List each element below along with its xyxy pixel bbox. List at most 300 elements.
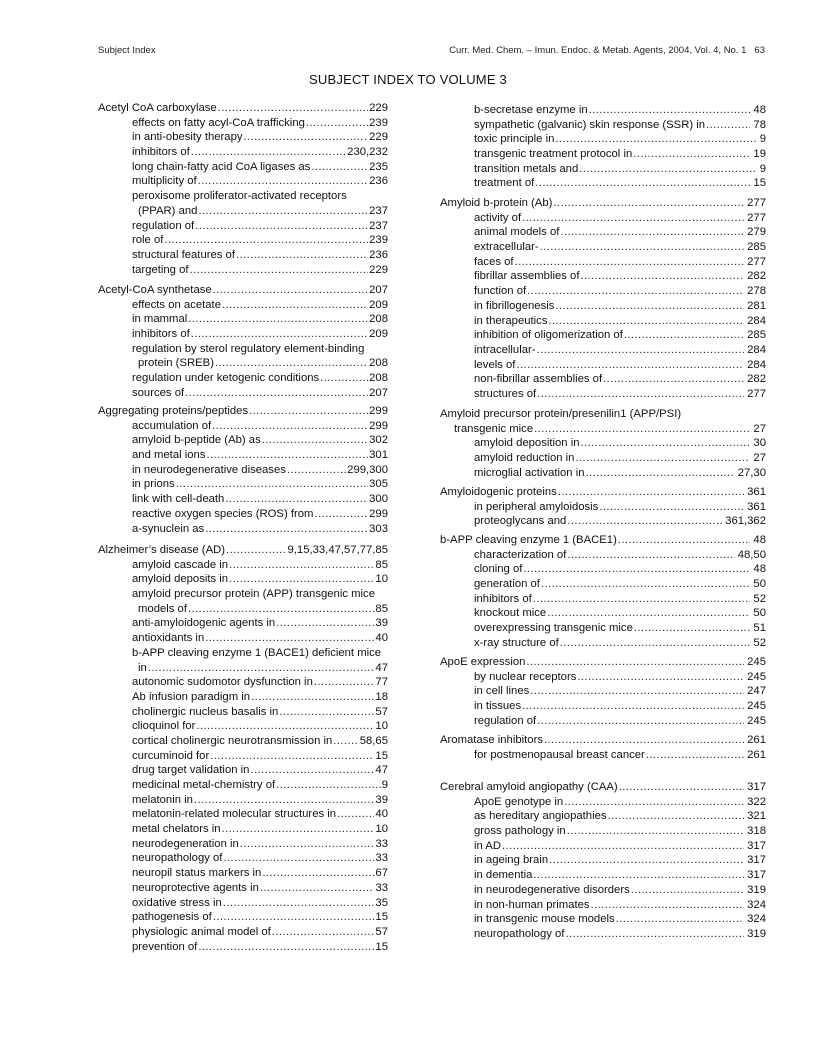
dot-leader — [314, 507, 368, 522]
index-subentry — [440, 132, 766, 147]
dot-leader — [337, 807, 374, 822]
page-reference: 52 — [750, 592, 766, 607]
index-subentry-text: in peripheral amyloidosis — [474, 500, 599, 513]
page-reference: 317 — [744, 780, 766, 795]
index-subentry-text: link with cell-death — [132, 493, 225, 506]
dot-leader — [502, 839, 744, 854]
index-subentry-text: transition metals and — [474, 162, 579, 175]
index-subentry — [98, 896, 388, 911]
index-subentry — [440, 621, 766, 636]
index-subentry — [440, 748, 766, 763]
dot-leader — [553, 196, 744, 211]
page-reference: 15 — [750, 176, 766, 191]
page-reference: 229 — [369, 131, 388, 144]
index-subentry-text: in cell lines — [474, 685, 530, 698]
dot-leader — [537, 387, 744, 402]
page-reference: 361,362 — [722, 514, 766, 529]
index-subentry-text: role of — [132, 234, 164, 247]
dot-leader — [549, 853, 744, 868]
index-subentry — [440, 684, 766, 699]
index-term-text: Amyloidogenic proteins — [440, 486, 557, 498]
page-reference: 33 — [375, 852, 388, 865]
dot-leader — [567, 548, 734, 563]
index-subentry — [98, 631, 388, 646]
page-reference: 317 — [744, 839, 766, 854]
index-subentry-text: by nuclear receptors — [474, 670, 577, 683]
index-subentry-text: regulation of — [474, 714, 537, 727]
index-term-text: Amyloid precursor protein/presenilin1 (APP/PSI) — [440, 408, 682, 420]
dot-leader — [188, 602, 374, 617]
index-subentry-text: in mammal — [132, 313, 188, 326]
dot-leader — [306, 116, 368, 131]
dot-leader — [240, 837, 375, 852]
index-entry — [440, 655, 766, 728]
index-subentry-text: structures of — [474, 387, 537, 400]
index-subentry-text: in transgenic mouse models — [474, 913, 615, 926]
page-reference: 247 — [744, 684, 766, 699]
index-term — [440, 407, 766, 422]
dot-leader — [522, 699, 744, 714]
index-term — [98, 283, 388, 298]
page-reference: 47 — [375, 661, 388, 674]
dot-leader — [544, 733, 744, 748]
page-reference: 245 — [744, 699, 766, 714]
page-reference: 207 — [369, 284, 388, 296]
page-number: 63 — [754, 45, 765, 56]
dot-leader — [272, 925, 375, 940]
index-subentry-continuation — [98, 661, 388, 676]
dot-leader — [311, 160, 368, 175]
index-subentry-text: transgenic treatment protocol in — [474, 148, 633, 161]
dot-leader — [560, 636, 751, 651]
index-subentry — [98, 881, 388, 896]
index-subentry-text: b-secretase enzyme in — [474, 104, 588, 116]
index-subentry — [98, 507, 388, 522]
index-term — [440, 655, 766, 670]
index-entry — [440, 196, 766, 402]
index-entry — [440, 780, 766, 942]
dot-leader — [533, 592, 751, 607]
index-term — [98, 404, 388, 419]
page-reference: 33 — [375, 881, 388, 894]
journal-citation: Curr. Med. Chem. – Imun. Endoc. & Metab. Agents, 2004, Vol. 4, No. 1 — [449, 45, 747, 56]
index-subentry-text: accumulation of — [132, 419, 212, 432]
page-reference: 319 — [744, 927, 766, 942]
page-reference: 48,50 — [735, 548, 766, 563]
page-reference: 10 — [375, 573, 388, 586]
dot-leader — [222, 822, 375, 837]
page-reference: 305 — [369, 478, 388, 491]
page-reference: 30 — [750, 436, 766, 451]
index-subentry — [440, 514, 766, 529]
dot-leader — [581, 436, 751, 451]
page-reference: 281 — [744, 299, 766, 314]
dot-leader — [586, 466, 735, 481]
index-subentry-text: reactive oxygen species (ROS) from — [132, 507, 314, 520]
page-reference: 299 — [369, 419, 388, 432]
page-reference: 277 — [744, 211, 766, 226]
dot-leader — [210, 749, 374, 764]
index-term — [440, 733, 766, 748]
index-subentry — [98, 866, 388, 881]
index-subentry-text: microglial activation in — [474, 466, 585, 479]
dot-leader — [185, 386, 368, 401]
dot-leader — [148, 661, 375, 676]
index-subentry-text: a-synuclein as — [132, 522, 205, 535]
index-subentry — [98, 910, 388, 925]
index-subentry — [440, 358, 766, 373]
dot-leader — [706, 118, 750, 133]
index-subentry-text: generation of — [474, 578, 540, 591]
page-reference: 318 — [744, 824, 766, 839]
index-subentry-text: inhibitors of — [474, 592, 532, 605]
page-reference: 19 — [750, 147, 766, 162]
dot-leader — [236, 248, 368, 263]
index-subentry — [98, 298, 388, 313]
dot-leader — [276, 616, 374, 631]
index-subentry-text: anti-amyloidogenic agents in — [132, 617, 276, 630]
index-subentry — [440, 883, 766, 898]
dot-leader — [567, 824, 744, 839]
page-reference: 208 — [369, 357, 388, 370]
index-subentry-continuation — [98, 602, 388, 617]
page-reference: 237 — [369, 219, 388, 232]
index-subentry — [98, 160, 388, 175]
page-reference: 317 — [744, 868, 766, 883]
dot-leader — [540, 240, 744, 255]
page-reference: 209 — [369, 298, 388, 311]
dot-leader — [250, 763, 374, 778]
page-reference: 245 — [744, 714, 766, 729]
page-reference: 15 — [375, 749, 388, 762]
index-entry — [98, 283, 388, 401]
index-term-text: Aggregating proteins/peptides — [98, 405, 249, 417]
page-reference: 78 — [750, 118, 766, 133]
page-reference: 324 — [744, 912, 766, 927]
index-subentry — [440, 824, 766, 839]
page-reference: 40 — [375, 632, 388, 645]
index-term-text: Alzheimer’s disease (AD) — [98, 544, 226, 556]
index-subentry — [98, 851, 388, 866]
index-term-text: Amyloid b-protein (Ab) — [440, 197, 553, 209]
page-reference: 239 — [369, 234, 388, 247]
index-subentry — [440, 548, 766, 563]
dot-leader — [262, 433, 368, 448]
page-reference: 27 — [750, 422, 766, 437]
page-reference: 282 — [744, 372, 766, 387]
page-reference: 27,30 — [735, 466, 766, 481]
dot-leader — [215, 356, 368, 371]
dot-leader — [575, 451, 750, 466]
dot-leader — [530, 684, 744, 699]
page-reference: 299 — [369, 507, 388, 520]
index-term-continuation-text: transgenic mice — [454, 422, 534, 435]
index-subentry-text: animal models of — [474, 226, 560, 239]
dot-leader — [537, 714, 744, 729]
index-subentry — [440, 927, 766, 942]
index-subentry — [440, 343, 766, 358]
index-subentry — [98, 371, 388, 386]
index-subentry — [440, 592, 766, 607]
page-reference: 279 — [744, 225, 766, 240]
index-subentry — [98, 646, 388, 661]
index-subentry-text: activity of — [474, 211, 522, 224]
index-subentry-text: amyloid b-peptide (Ab) as — [132, 434, 261, 447]
page-reference: 301 — [369, 449, 388, 462]
index-subentry-text: inhibitors of — [132, 146, 190, 159]
index-subentry-text: in fibrillogenesis — [474, 299, 555, 312]
index-subentry — [440, 387, 766, 402]
index-subentry-text: neuroprotective agents in — [132, 881, 259, 894]
index-subentry — [98, 477, 388, 492]
index-subentry-text: fibrillar assemblies of — [474, 270, 580, 283]
dot-leader — [333, 734, 358, 749]
dot-leader — [223, 896, 375, 911]
index-subentry-text: ApoE genotype in — [474, 795, 564, 808]
index-subentry-text: amyloid deposition in — [474, 437, 580, 450]
page-reference: 229 — [369, 102, 388, 114]
index-subentry-text: overexpressing transgenic mice — [474, 622, 633, 635]
index-term-text: Acetyl CoA carboxylase — [98, 102, 217, 114]
dot-leader — [206, 448, 368, 463]
dot-leader — [198, 174, 368, 189]
dot-leader — [260, 881, 375, 896]
index-subentry-text: melatonin in — [132, 793, 193, 806]
index-subentry-text: as hereditary angiopathies — [474, 810, 607, 823]
index-subentry-continuation-text: protein (SREB) — [138, 357, 214, 370]
index-subentry — [98, 807, 388, 822]
page-reference: 48 — [750, 562, 766, 577]
dot-leader — [603, 372, 744, 387]
index-subentry — [440, 147, 766, 162]
page-reference: 361 — [744, 500, 766, 515]
page-reference: 277 — [744, 255, 766, 270]
dot-leader — [287, 463, 346, 478]
dot-leader — [547, 606, 750, 621]
index-subentry — [440, 868, 766, 883]
index-subentry-text: medicinal metal-chemistry of — [132, 779, 276, 791]
dot-leader — [320, 371, 368, 386]
index-subentry — [440, 118, 766, 133]
dot-leader — [205, 522, 368, 537]
page-reference: 319 — [744, 883, 766, 898]
dot-leader — [541, 577, 750, 592]
page-reference: 285 — [744, 328, 766, 343]
index-subentry — [440, 839, 766, 854]
index-subentry — [98, 463, 388, 478]
index-subentry — [98, 327, 388, 342]
page-reference: 48 — [750, 533, 766, 548]
index-entry — [440, 103, 766, 191]
index-subentry-text: in anti-obesity therapy — [132, 131, 243, 144]
page-reference: 303 — [369, 522, 388, 535]
page-title: SUBJECT INDEX TO VOLUME 3 — [309, 72, 507, 87]
page-reference: 285 — [744, 240, 766, 255]
index-subentry — [440, 299, 766, 314]
dot-leader — [619, 780, 744, 795]
index-subentry — [440, 211, 766, 226]
dot-leader — [646, 748, 744, 763]
page-reference: 57 — [375, 925, 388, 938]
index-subentry-text: in neurodegenerative diseases — [132, 463, 286, 476]
index-subentry — [98, 822, 388, 837]
page-reference: 278 — [744, 284, 766, 299]
index-subentry — [98, 587, 388, 602]
dot-leader — [580, 269, 744, 284]
index-subentry-text: amyloid precursor protein (APP) transgenic mice — [132, 588, 375, 601]
index-subentry-continuation — [98, 356, 388, 371]
page-reference: 236 — [369, 248, 388, 261]
index-subentry — [440, 451, 766, 466]
index-subentry-text: multiplicity of — [132, 175, 197, 188]
dot-leader — [191, 327, 368, 342]
index-subentry — [98, 386, 388, 401]
index-subentry-text: autonomic sudomotor dysfunction in — [132, 676, 313, 689]
index-subentry-text: regulation under ketogenic conditions — [132, 372, 320, 385]
index-entry — [440, 485, 766, 529]
index-subentry — [440, 176, 766, 191]
index-subentry — [98, 248, 388, 263]
index-term-text: Acetyl-CoA synthetase — [98, 284, 212, 296]
index-subentry — [98, 174, 388, 189]
index-subentry — [98, 448, 388, 463]
index-subentry-text: in therapeutics — [474, 314, 548, 327]
index-entry — [98, 101, 388, 277]
index-subentry — [98, 263, 388, 278]
index-subentry-text: clioquinol for — [132, 720, 196, 733]
index-subentry-text: inhibition of oligomerization of — [474, 329, 623, 342]
dot-leader — [555, 299, 744, 314]
dot-leader — [218, 101, 368, 116]
page-reference: 10 — [375, 823, 388, 836]
dot-leader — [555, 132, 756, 147]
page-reference: 277 — [744, 196, 766, 211]
index-subentry-text: in prions — [132, 478, 175, 491]
index-subentry — [440, 328, 766, 343]
page-reference: 300 — [369, 493, 388, 506]
index-subentry — [440, 314, 766, 329]
page-reference: 35 — [375, 896, 388, 909]
index-subentry-text: neuropathology of — [132, 852, 223, 865]
page-header-right — [449, 45, 765, 56]
index-subentry-text: metal chelators in — [132, 823, 221, 836]
index-subentry-text: in ageing brain — [474, 854, 549, 867]
index-subentry — [98, 342, 388, 357]
index-subentry — [98, 189, 388, 204]
page-reference: 51 — [750, 621, 766, 636]
index-subentry-text: neuropil status markers in — [132, 867, 262, 880]
dot-leader — [589, 103, 751, 118]
dot-leader — [164, 233, 368, 248]
dot-leader — [567, 514, 722, 529]
index-subentry-text: antioxidants in — [132, 632, 205, 645]
page-reference: 58,65 — [359, 734, 388, 747]
dot-leader — [515, 255, 745, 270]
dot-leader — [190, 263, 369, 278]
dot-leader — [523, 562, 750, 577]
page-reference: 39 — [375, 617, 388, 630]
page-reference: 321 — [744, 809, 766, 824]
page-reference: 361 — [744, 485, 766, 500]
page-reference: 208 — [369, 313, 388, 326]
index-subentry — [98, 233, 388, 248]
index-subentry-text: inhibitors of — [132, 328, 190, 341]
index-term — [98, 101, 388, 116]
index-subentry-text: in AD — [474, 839, 502, 852]
dot-leader — [195, 219, 368, 234]
page-reference: 207 — [369, 386, 388, 399]
index-subentry-text: cholinergic nucleus basalis in — [132, 705, 279, 718]
index-entry — [440, 733, 766, 762]
index-term — [98, 543, 388, 558]
index-subentry-text: proteoglycans and — [474, 515, 567, 528]
dot-leader — [191, 145, 346, 160]
index-subentry-text: amyloid deposits in — [132, 573, 229, 586]
dot-leader — [229, 558, 374, 573]
dot-leader — [194, 793, 375, 808]
index-subentry-text: sources of — [132, 386, 185, 399]
page-reference: 245 — [744, 655, 766, 670]
index-subentry — [98, 492, 388, 507]
index-subentry-text: sympathetic (galvanic) skin response (SSR) in — [474, 118, 706, 131]
dot-leader — [251, 690, 374, 705]
page-reference: 77 — [375, 676, 388, 689]
index-subentry-text: cortical cholinergic neurotransmission in — [132, 734, 333, 747]
index-subentry — [440, 699, 766, 714]
index-subentry-text: non-fibrillar assemblies of — [474, 373, 603, 386]
dot-leader — [591, 898, 745, 913]
index-subentry — [98, 837, 388, 852]
index-term — [440, 533, 766, 548]
index-subentry — [98, 572, 388, 587]
index-subentry-text: toxic principle in — [474, 133, 555, 146]
page-reference: 9 — [757, 162, 766, 177]
dot-leader — [249, 404, 368, 419]
page-reference: 85 — [375, 558, 388, 571]
page-reference: 15 — [375, 911, 388, 924]
dot-leader — [522, 211, 744, 226]
index-entry — [98, 543, 388, 954]
index-subentry — [440, 795, 766, 810]
dot-leader — [279, 705, 374, 720]
dot-leader — [213, 910, 375, 925]
page-reference: 284 — [744, 343, 766, 358]
dot-leader — [212, 419, 368, 434]
dot-leader — [314, 675, 375, 690]
index-subentry-text: pathogenesis of — [132, 911, 212, 924]
dot-leader — [262, 866, 374, 881]
page-reference: 208 — [369, 372, 388, 385]
index-subentry-text: gross pathology in — [474, 825, 566, 838]
index-subentry-text: amyloid cascade in — [132, 558, 229, 571]
index-subentry-text: prevention of — [132, 940, 198, 953]
dot-leader — [198, 204, 368, 219]
page-reference: 277 — [744, 387, 766, 402]
index-subentry — [440, 562, 766, 577]
page-reference: 261 — [744, 733, 766, 748]
dot-leader — [631, 883, 744, 898]
index-subentry — [98, 558, 388, 573]
dot-leader — [176, 477, 368, 492]
index-subentry-text: neuropathology of — [474, 927, 565, 940]
dot-leader — [226, 543, 286, 558]
index-subentry-text: and metal ions — [132, 449, 206, 462]
index-subentry-text: physiologic animal model of — [132, 925, 271, 938]
index-term-continuation — [440, 422, 766, 437]
index-subentry — [98, 433, 388, 448]
dot-leader — [560, 225, 744, 240]
index-subentry-text: b-APP cleaving enzyme 1 (BACE1) deficient mice — [132, 646, 382, 659]
